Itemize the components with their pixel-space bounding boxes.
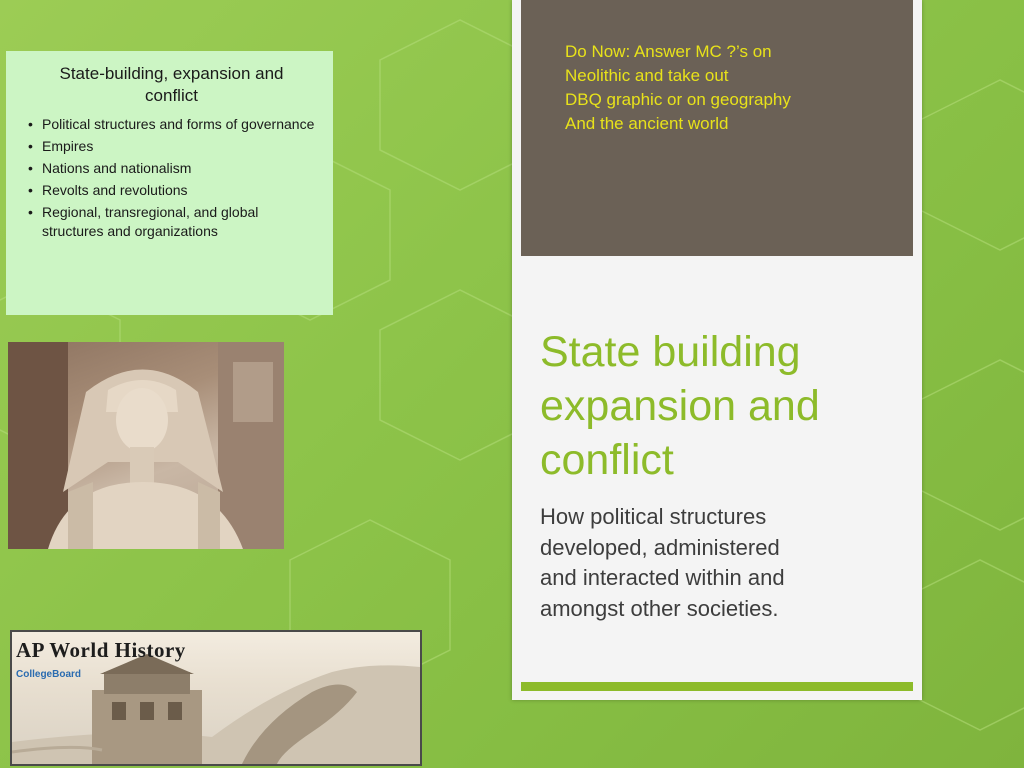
banner-title: AP World History [16,638,186,662]
list-item: • Revolts and revolutions [28,181,315,200]
slide-subtitle [540,502,910,624]
topic-card [6,51,333,315]
slide-subtitle-line: developed, administered [540,534,780,560]
slide-subtitle-line: How political structures [540,504,767,529]
slide-title [540,325,910,487]
do-now-line: DBQ graphic or on geography [565,90,791,109]
list-item: • Regional, transregional, and global structures and organizations [28,203,315,241]
ap-world-history-banner [10,630,422,766]
slide-title-line: conflict [540,436,674,484]
topic-card-title: State-building, expansion and conflict [59,64,284,105]
slide-title-line: expansion and [540,382,820,430]
do-now-line: Neolithic and take out [565,66,729,85]
pharaoh-statue-photo [8,342,284,549]
list-item: • Political structures and forms of governance [28,115,315,134]
do-now-line: Do Now: Answer MC ?’s on [565,42,772,61]
slide-title-line: State building [540,328,801,376]
list-item: • Nations and nationalism [28,159,315,178]
accent-bar [521,682,913,691]
pharaoh-statue-illustration [8,342,284,549]
list-item: • Empires [28,137,315,156]
do-now-line: And the ancient world [565,114,729,133]
topic-card-list [28,115,315,241]
do-now-box [521,0,913,256]
slide-panel [512,0,922,700]
slide-subtitle-line: amongst other societies. [540,595,779,621]
collegeboard-logo: CollegeBoard [16,669,82,680]
slide-subtitle-line: and interacted within and [540,565,785,590]
